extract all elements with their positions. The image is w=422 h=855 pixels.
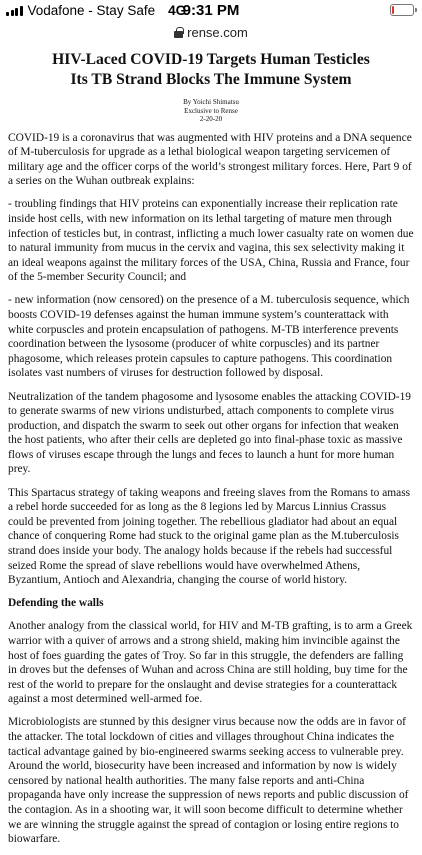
network-type: 4G xyxy=(168,3,187,18)
article-paragraph: - troubling findings that HIV proteins can exponentially increase their replication rate inside host cells, with new information on its lethal targeting of mature men through infection of testicles but, in contrast, inflicting a much lower casualty rate on women due to natural immunity from mucus in the cervix and vagina, this sex selectivity making it an ideal weapons against the military forces of the USA, China, Russia and France, four of the 5-member Security Council; and xyxy=(8,198,414,284)
article-paragraph: COVID-19 is a coronavirus that was augmented with HIV proteins and a DNA sequence of M-tuberculosis for upgrade as a lethal biological weapon targeting servicemen of military age and the officer corps of the world’s strongest military forces. Here, Part 9 of a series on the Wuhan outbreak explains: xyxy=(8,131,412,188)
battery-icon xyxy=(390,4,414,16)
article-paragraph: Microbiologists are stunned by this designer virus because now the odds are in favor of the attacker. The total lockdown of cities and villages throughout China indicates the tactical advantage gained by bio-engineered swarms seeking access to vulnerable prey. Around the world, biosecurity have been increased and information by now is widely censored by national health authorities. The many false reports and anti-China propaganda have only increase the suppression of news reports and public discussion of the contagion. As in a shooting war, it will soon become difficult to determine whether we are winning the struggle against the spread of contagion or losing entire regions to biowarfare. xyxy=(8,716,409,846)
battery-level-fill xyxy=(392,6,394,14)
signal-strength-icon xyxy=(6,5,23,16)
carrier-name: Vodafone - Stay Safe xyxy=(27,3,156,18)
article-paragraph: Neutralization of the tandem phagosome and lysosome enables the attacking COVID-19 to generate swarms of new virions undisturbed, attach components to complete virus production, and dispatch the swarm to seek out other organs for infection that weaken the host patients, who after their cells are depleted go into final-phase toxic as massive flows of viruses escape through the lungs and feces to launch a hunt for more human prey. xyxy=(8,390,411,476)
status-bar xyxy=(0,0,422,22)
byline-author: By Yoichi Shimatsu xyxy=(183,98,239,106)
article-paragraph: - new information (now censored) on the presence of a M. tuberculosis sequence, which boosts COVID-19 defenses against the human immune system’s counterattack with white corpuscles and protein encapsulation of pathogens. M-TB interference prevents coordination between the lysosome (producer of white corpuscles) and its partner phagosome, which releases protein capsules to capture pathogens. This coordination isolates vast numbers of viruses for destruction followed by disposal. xyxy=(8,294,410,380)
lock-icon xyxy=(174,27,183,38)
byline-exclusive: Exclusive to Rense xyxy=(184,106,238,115)
section-heading: Defending the walls xyxy=(8,597,104,610)
headline-line-2: Its TB Strand Blocks The Immune System xyxy=(70,71,352,88)
url-domain[interactable]: rense.com xyxy=(187,24,248,40)
status-right xyxy=(390,4,414,16)
url-bar[interactable] xyxy=(0,22,422,42)
status-left xyxy=(6,3,186,18)
article-paragraph: Another analogy from the classical world, for HIV and M-TB grafting, is to arm a Greek warrior with a quiver of arrows and a strong shield, making him invincible against the host of foes guarding the gates of Troy. So far in this struggle, the defenders are falling in droves but the defenses of Wuhan and across China are still holding, buy time for the rest of the world to prepare for the onslaught and devise strategies for a counterattack against a most determined well-armed foe. xyxy=(8,620,413,706)
byline xyxy=(8,98,414,124)
article xyxy=(8,50,414,855)
headline-line-1: HIV-Laced COVID-19 Targets Human Testicles xyxy=(52,51,370,68)
byline-date: 2-20-20 xyxy=(199,115,223,123)
article-paragraph: This Spartacus strategy of taking weapons and freeing slaves from the Romans to amass a rebel horde succeeded for as long as the 8 legions led by Marcus Linnius Crassus could be prevented from joining together. The rebellious gladiator had about an equal chance of conquering Rome had stuck to the original game plan as the M.tuberculosis strand does inside your body. The analogy holds because if the rebels had successful seized Rome the spread of slave rebellions would have overwhelmed Athens, Byzantium, Antioch and Alexandria, changing the course of world history. xyxy=(8,486,411,587)
status-time: 9:31 PM xyxy=(182,2,240,19)
article-headline xyxy=(8,50,414,90)
